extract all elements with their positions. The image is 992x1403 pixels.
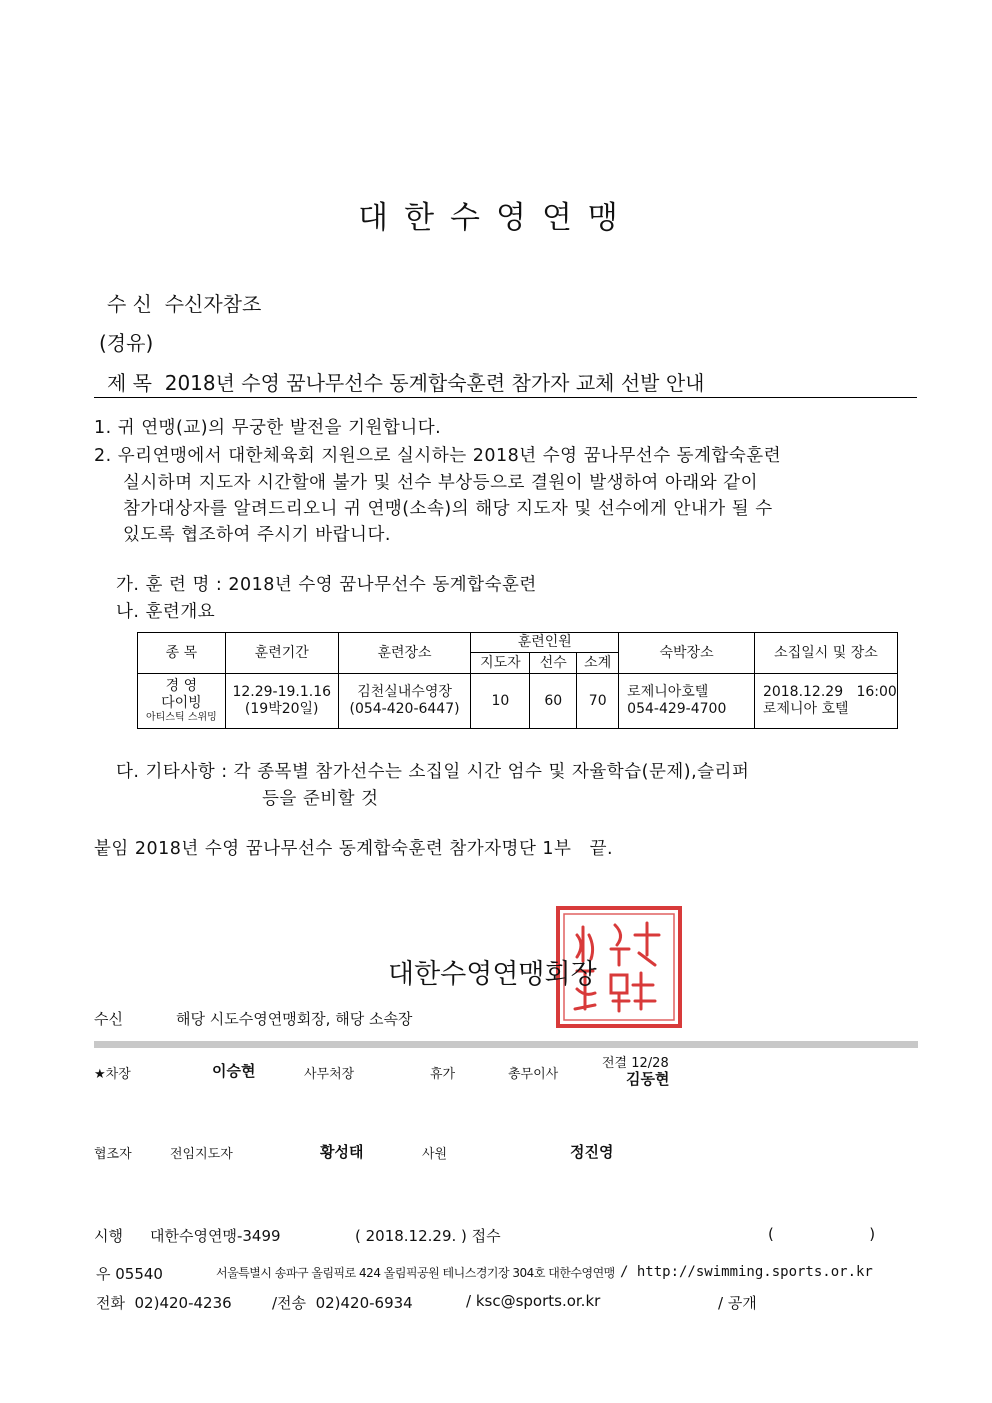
paragraph-1: 1. 귀 연맹(교)의 무궁한 발전을 기원합니다. (94, 418, 442, 438)
fax: /전송 02)420-6934 (272, 1294, 413, 1312)
assembly-line-1: 2018.12.29 16:00 (762, 684, 897, 701)
subject-label: 제 목 (107, 371, 152, 395)
training-table (137, 632, 898, 729)
paragraph-2-line-4: 있도록 협조하여 주시기 바랍니다. (123, 525, 391, 545)
subject-value: 2018년 수영 꿈나무선수 동계합숙훈련 참가자 교체 선발 안내 (164, 371, 705, 395)
event-line-1: 경 영 (165, 678, 198, 695)
recipient-value: 수신자참조 (164, 292, 262, 316)
postal-code: 우 05540 (96, 1265, 163, 1283)
enforcement-date: ( 2018.12.29. ) 접수 (355, 1227, 501, 1245)
approval-role-1: ★차장 (94, 1067, 131, 1082)
website: / http://swimming.sports.or.kr (620, 1264, 873, 1280)
sender-name: 대한수영연맹회장 (388, 959, 597, 990)
coop-name-2: 정진영 (570, 1143, 614, 1161)
recipient-label: 수 신 (107, 292, 152, 316)
coop-label: 협조자 (94, 1147, 132, 1162)
item-training-name: 가. 훈 련 명 : 2018년 수영 꿈나무선수 동계합숙훈련 (116, 575, 537, 595)
header-subtotal: 소계 (577, 653, 619, 674)
approval-name-4: 김동현 (626, 1070, 670, 1088)
reception-box: ( ) (768, 1225, 876, 1243)
approval-role-4: 총무이사 (508, 1067, 559, 1082)
via-line: (경유) (99, 331, 154, 355)
lodging-line-1: 로제니아호텔 (627, 684, 709, 701)
phone: 전화 02)420-4236 (96, 1294, 232, 1312)
enforcement-number: 대한수영연맹-3499 (150, 1227, 281, 1245)
coop-name-1: 황성태 (320, 1143, 364, 1161)
coop-role-1: 전임지도자 (170, 1147, 233, 1162)
cell-coach: 10 (471, 674, 530, 729)
header-venue: 훈련장소 (338, 633, 471, 674)
header-assembly: 소집일시 및 장소 (754, 633, 897, 674)
venue-line-1: 김천실내수영장 (357, 684, 452, 701)
approval-role-2: 사무처장 (304, 1067, 355, 1082)
paragraph-2-line-2: 실시하며 지도자 시간할애 불가 및 선수 부상등으로 결원이 발생하여 아래와 같이 (123, 473, 758, 493)
item-other-line-2: 등을 준비할 것 (262, 789, 379, 809)
subject-line (107, 367, 704, 396)
item-training-overview: 나. 훈련개요 (116, 602, 216, 622)
event-line-2: 다이빙 (161, 695, 202, 711)
attachment-line: 붙임 2018년 수영 꿈나무선수 동계합숙훈련 참가자명단 1부 끝. (94, 839, 614, 859)
approval-final-note: 전결 12/28 (602, 1056, 669, 1071)
header-personnel: 훈련인원 (471, 633, 619, 653)
approval-role-3: 휴가 (430, 1067, 456, 1082)
event-line-3: 아티스틱 스위밍 (146, 711, 217, 723)
venue-line-2: (054-420-6447) (349, 701, 460, 717)
paragraph-2-line-1: 2. 우리연맹에서 대한체육회 지원으로 실시하는 2018년 수영 꿈나무선수 동계합숙훈련 (94, 446, 782, 466)
cell-event (138, 674, 226, 729)
lodging-line-2: 054-429-4700 (627, 701, 727, 717)
document-title: 대한수영연맹 (358, 200, 634, 236)
cell-assembly (754, 674, 897, 729)
cell-athlete: 60 (530, 674, 577, 729)
coop-role-2: 사원 (422, 1147, 448, 1162)
header-event: 종 목 (138, 633, 226, 674)
approval-name-1: 이승현 (212, 1062, 256, 1080)
subject-divider (94, 397, 917, 398)
item-other-line-1: 다. 기타사항 : 각 종목별 참가선수는 소집일 시간 엄수 및 자율학습(문제),슬리퍼 (116, 762, 750, 782)
disclosure: / 공개 (718, 1294, 757, 1312)
table-row (138, 674, 898, 729)
header-coach: 지도자 (471, 653, 530, 674)
header-athlete: 선수 (530, 653, 577, 674)
cell-period (225, 674, 338, 729)
header-lodging: 숙박장소 (619, 633, 755, 674)
paragraph-2-line-3: 참가대상자를 알려드리오니 귀 연맹(소속)의 해당 지도자 및 선수에게 안내가 될 수 (123, 499, 773, 519)
recipient-line (107, 288, 261, 317)
enforcement-label: 시행 (94, 1227, 123, 1245)
address: 서울특별시 송파구 올림픽로 424 올림픽공원 테니스경기장 304호 대한수영연맹 (216, 1266, 615, 1280)
cell-venue (338, 674, 471, 729)
cell-subtotal: 70 (577, 674, 619, 729)
cc-value: 해당 시도수영연맹회장, 해당 소속장 (176, 1010, 413, 1028)
period-line-2: (19박20일) (244, 701, 319, 717)
assembly-line-2: 로제니아 호텔 (762, 701, 849, 717)
email: / ksc@sports.or.kr (466, 1292, 601, 1310)
period-line-1: 12.29-19.1.16 (232, 684, 332, 701)
header-period: 훈련기간 (225, 633, 338, 674)
approval-divider (94, 1041, 918, 1048)
cc-label: 수신 (94, 1010, 123, 1028)
cell-lodging (619, 674, 755, 729)
